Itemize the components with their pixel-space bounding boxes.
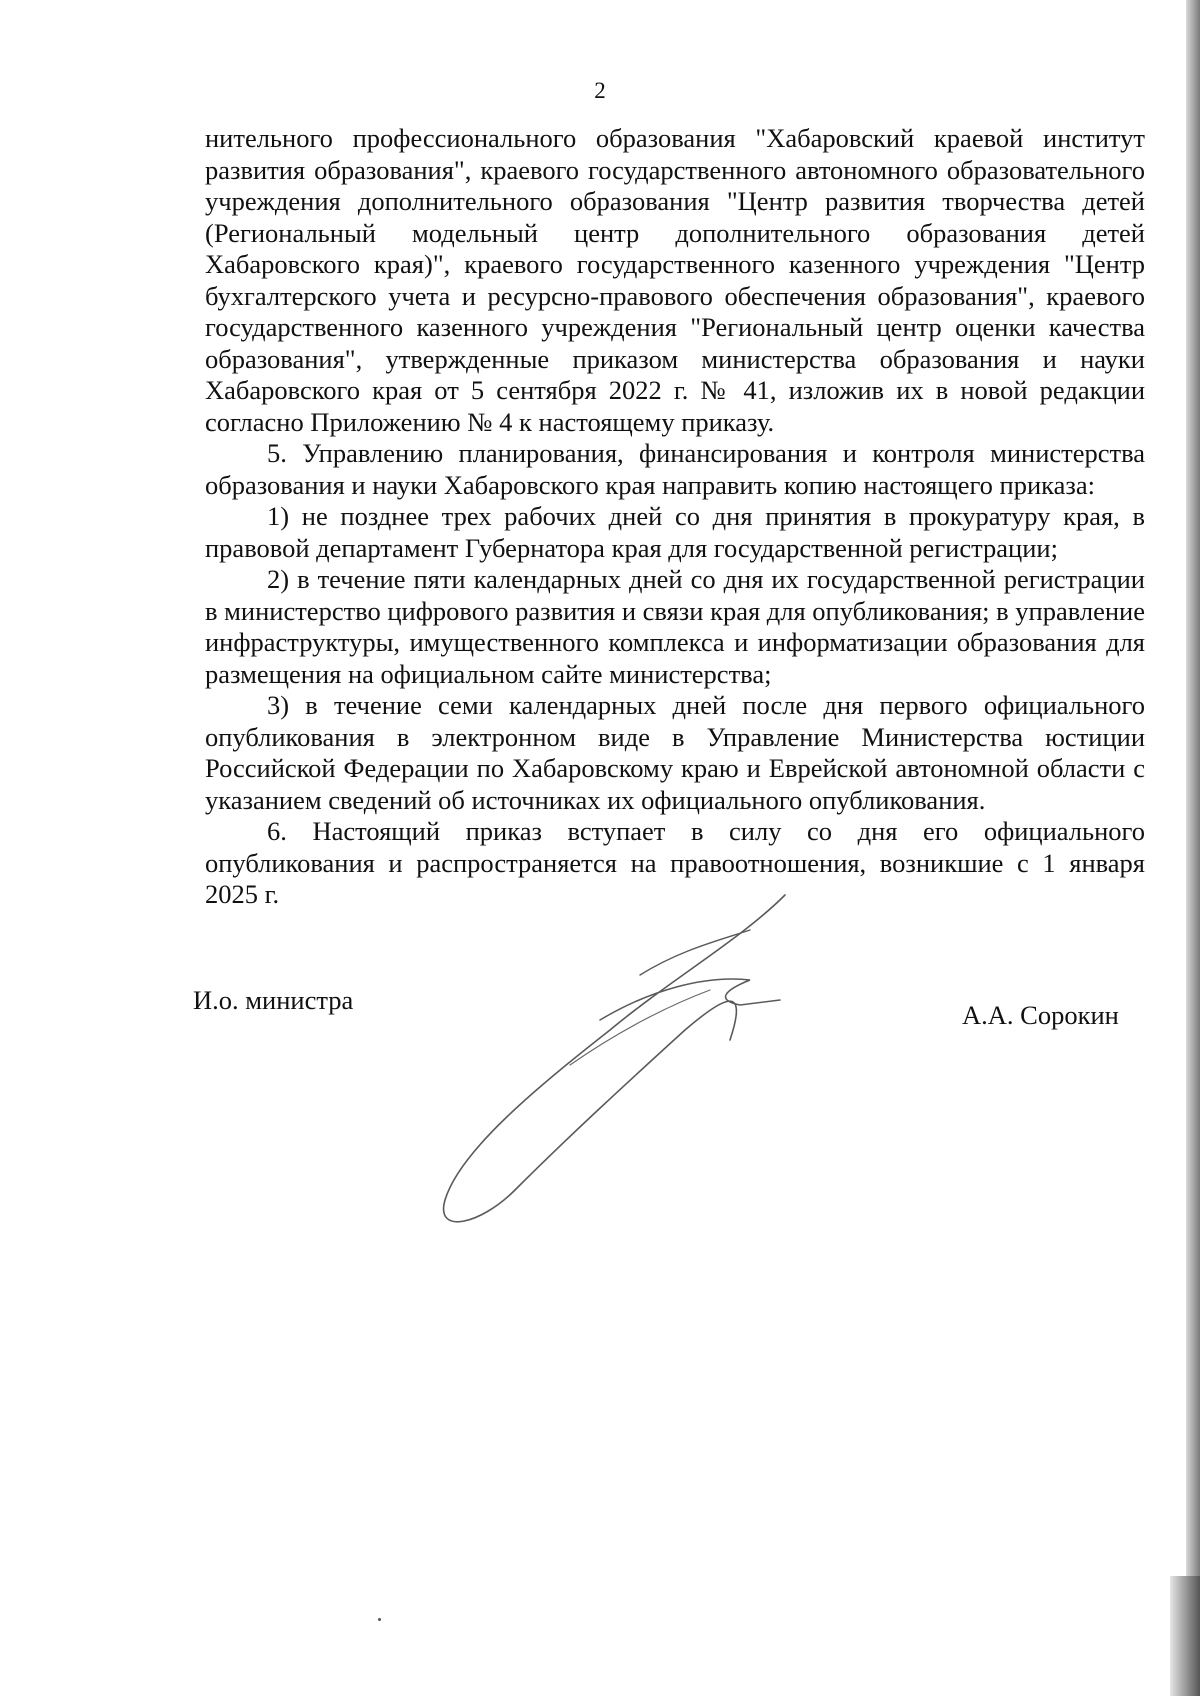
signatory-name: А.А. Сорокин [962,1000,1119,1030]
paragraph-subitem-2: 2) в течение пяти календарных дней со дня их государственной регистрации в министерство цифрового развития и связи края для опубликования; в управление инфраструктуры, имущественного комплекса и информатизации образования для размещения на официальном сайте министерства; [205,564,1145,689]
paragraph-subitem-1: 1) не позднее трех рабочих дней со дня принятия в прокуратуру края, в правовой департамент Губернатора края для государственной регистрации; [205,501,1145,563]
scan-speck [378,1618,381,1621]
scan-edge-shadow-bottom [1170,1576,1200,1696]
paragraph-continuation: нительного профессионального образования "Хабаровский краевой институт развития образования", краевого государственного автономного образовательного учреждения дополнительного образования "Центр развития творчества детей (Региональный модельный центр дополнительного образования детей Хабаровского края)", краевого государственного казенного учреждения "Центр бухгалтерского учета и ресурсно-правового обеспечения образования", краевого государственного казенного учреждения "Региональный центр оценки качества образования", утвержденные приказом министерства образования и науки Хабаровского края от 5 сентября 2022 г. № 41, изложив их в новой редакции согласно Приложению № 4 к настоящему приказу. [205,123,1145,437]
handwritten-signature [420,880,860,1240]
document-body [205,123,1145,911]
paragraph-item-5: 5. Управлению планирования, финансирования и контроля министерства образования и науки Хабаровского края направить копию настоящего приказа: [205,438,1145,500]
paragraph-subitem-3: 3) в течение семи календарных дней после дня первого официального опубликования в электронном виде в Управление Министерства юстиции Российской Федерации по Хабаровскому краю и Еврейской автономной области с указанием сведений об источниках их официального опубликования. [205,690,1145,815]
signatory-role: И.о. министра [193,985,354,1015]
page-number: 2 [594,78,606,103]
scan-edge-shadow [1186,0,1200,1696]
paragraph-item-6: 6. Настоящий приказ вступает в силу со дня его официального опубликования и распространяется на правоотношения, возникшие с 1 января 2025 г. [205,816,1145,909]
